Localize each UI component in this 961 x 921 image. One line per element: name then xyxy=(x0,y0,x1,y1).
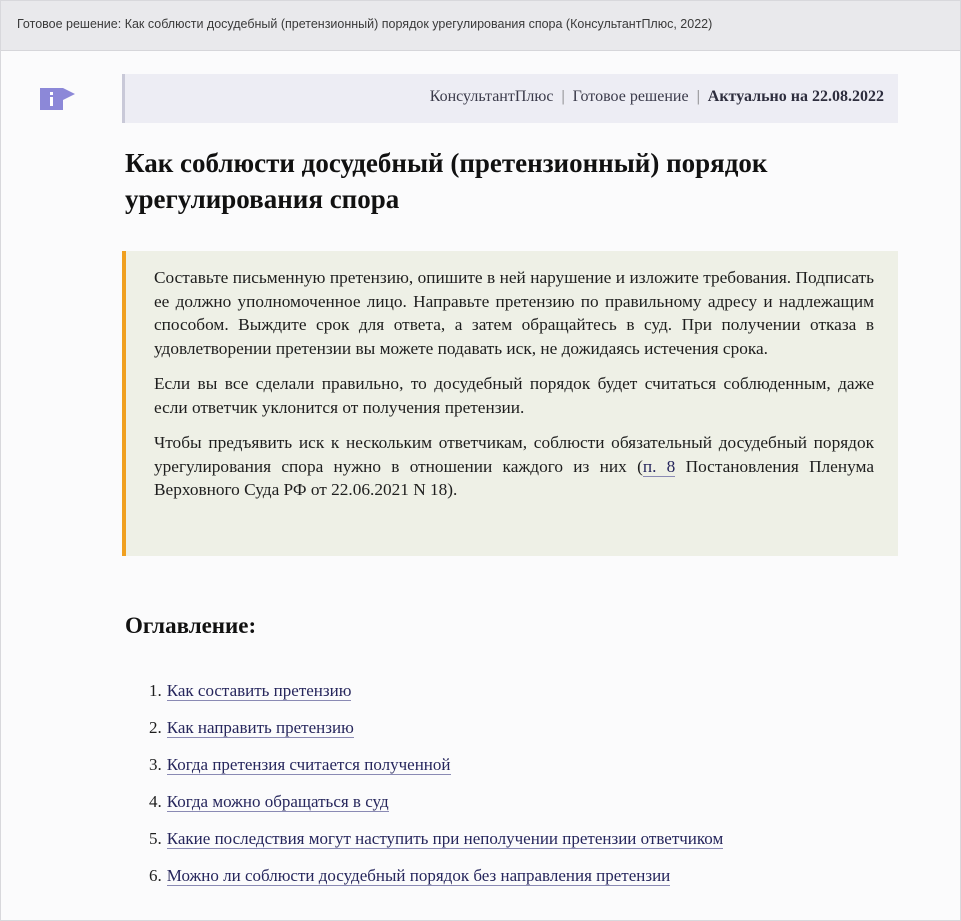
toc-item xyxy=(149,864,723,901)
toc-link-send-claim[interactable]: Как направить претензию xyxy=(166,718,354,737)
toc-item-number: 2. xyxy=(149,718,162,737)
law-reference-link[interactable]: п. 8 xyxy=(642,456,676,476)
summary-paragraph-3 xyxy=(154,431,874,502)
document-meta-bar xyxy=(122,74,898,123)
summary-paren-open: ( xyxy=(637,456,643,476)
toc-item-number: 3. xyxy=(149,755,162,774)
meta-separator: | xyxy=(696,88,700,105)
toc-link-claim-received[interactable]: Когда претензия считается полученной xyxy=(166,755,451,774)
title-bar xyxy=(1,1,960,51)
toc-item xyxy=(149,716,723,753)
toc-link-without-claim[interactable]: Можно ли соблюсти досудебный порядок без направления претензии xyxy=(166,866,671,885)
summary-paragraph-3-tail: Постановления Пленума Верховного Суда РФ от 22.06.2021 N 18). xyxy=(154,456,875,499)
toc-item-number: 4. xyxy=(149,792,162,811)
toc-item xyxy=(149,827,723,864)
summary-paragraph-1: Составьте письменную претензию, опишите в ней нарушение и изложите требования. Подписать ее должно уполномоченное лицо. Направьте претензию по правильному адресу и надлежащим способом. Выждите срок для ответа, а затем обращайтесь в суд. При получении отказа в удовлетворении претензии вы можете подавать иск, не дожидаясь истечения срока. xyxy=(154,268,874,358)
window-title: Готовое решение: Как соблюсти досудебный (претензионный) порядок урегулирования спора (КонсультантПлюс, 2022) xyxy=(17,17,713,31)
toc-link-consequences[interactable]: Какие последствия могут наступить при неполучении претензии ответчиком xyxy=(166,829,724,848)
toc-link-compose-claim[interactable]: Как составить претензию xyxy=(166,681,352,700)
table-of-contents xyxy=(149,679,723,901)
meta-separator: | xyxy=(561,88,565,105)
summary-paragraph-3-text: Чтобы предъявить иск к нескольким ответчикам, соблюсти обязательный досудебный порядок урегулирования спора нужно в отношении каждого из них xyxy=(154,433,874,476)
toc-item xyxy=(149,679,723,716)
summary-paragraph-2: Если вы все сделали правильно, то досудебный порядок будет считаться соблюденным, даже если ответчик уклонится от получения претензии. xyxy=(154,374,874,417)
page-title: Как соблюсти досудебный (претензионный) порядок урегулирования спора xyxy=(125,148,768,214)
toc-item-number: 5. xyxy=(149,829,162,848)
meta-source: КонсультантПлюс xyxy=(429,88,554,105)
toc-item-number: 1. xyxy=(149,681,162,700)
toc-link-go-to-court[interactable]: Когда можно обращаться в суд xyxy=(166,792,389,811)
toc-heading: Оглавление: xyxy=(125,613,257,638)
meta-line xyxy=(430,88,884,106)
info-icon[interactable] xyxy=(39,88,75,110)
toc-item xyxy=(149,790,723,827)
meta-actual-date: Актуально на 22.08.2022 xyxy=(707,88,884,105)
summary-box xyxy=(122,251,898,556)
toc-item-number: 6. xyxy=(149,866,162,885)
toc-item xyxy=(149,753,723,790)
meta-doc-type: Готовое решение xyxy=(572,88,689,105)
